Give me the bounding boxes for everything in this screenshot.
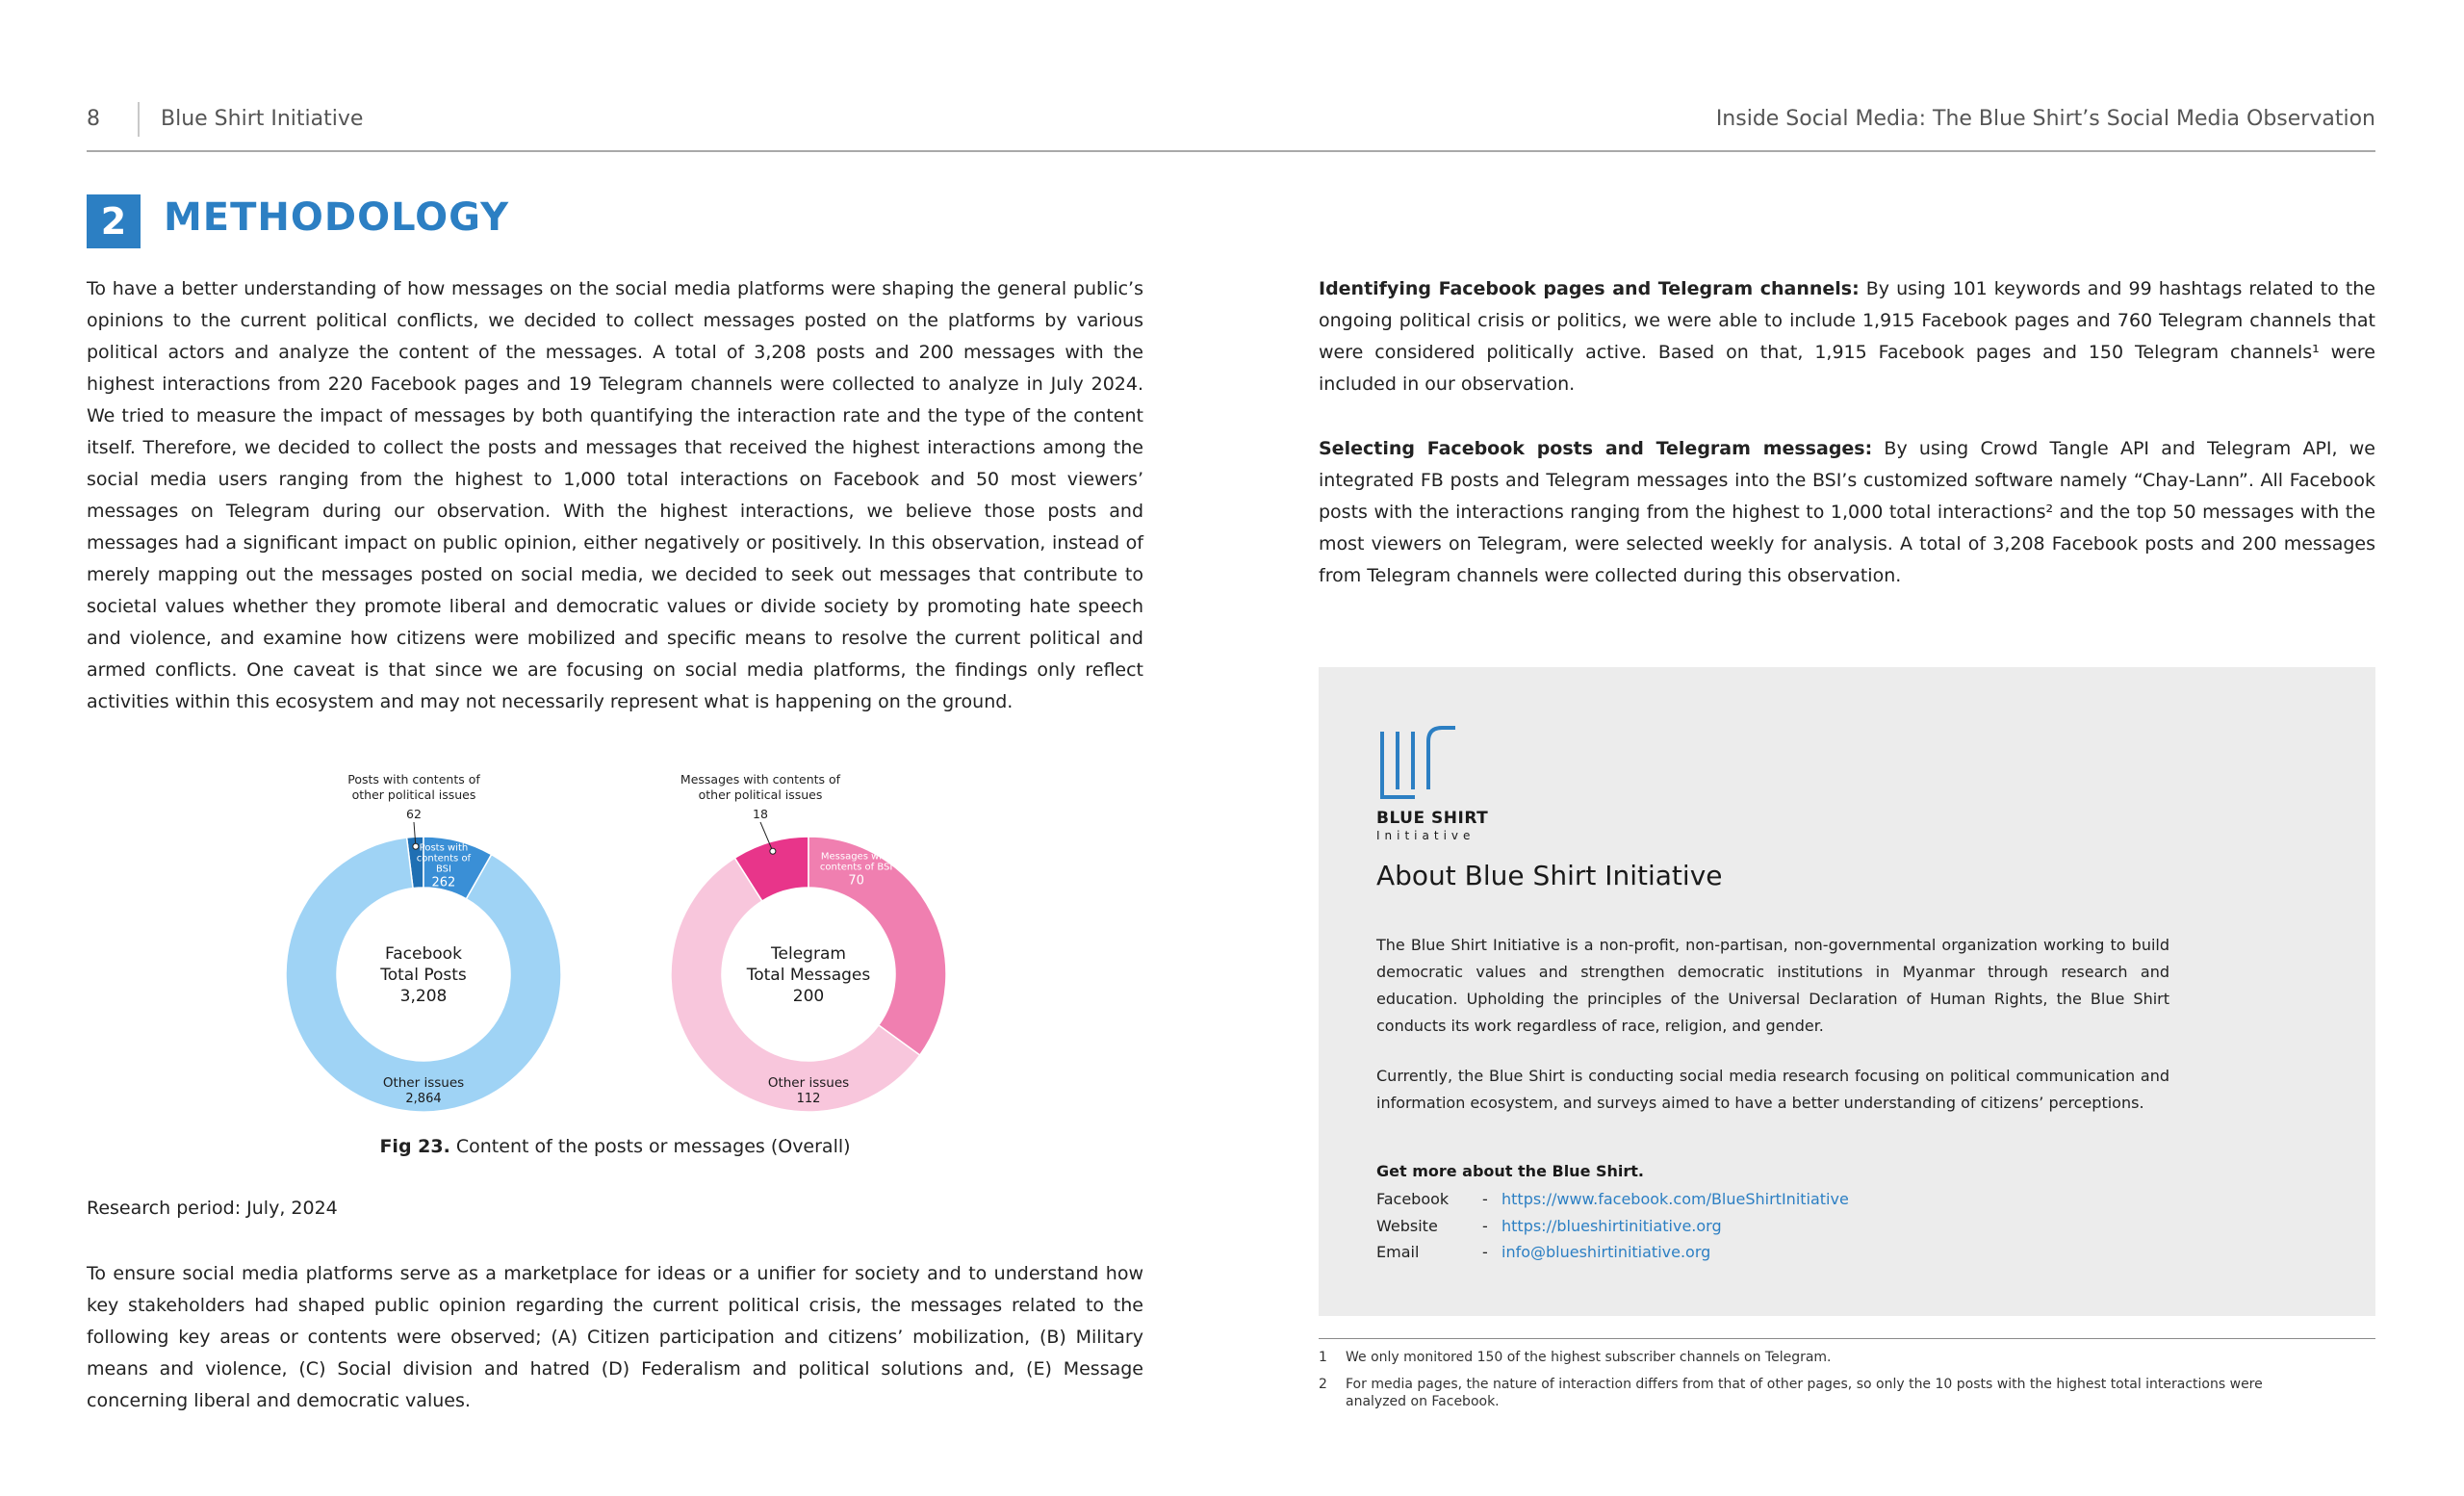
callout-label: Messages with contents of (680, 772, 841, 787)
contact-email (1376, 1243, 1710, 1261)
footnote-text: We only monitored 150 of the highest subscriber channels on Telegram. (1346, 1350, 1832, 1365)
callout-label: other political issues (698, 787, 823, 802)
callout-value: 62 (406, 807, 422, 821)
identifying-paragraph (1319, 273, 2375, 400)
contact-facebook (1376, 1190, 1849, 1208)
callout-label: other political issues (351, 787, 476, 802)
facebook-link[interactable]: https://www.facebook.com/BlueShirtInitiative (1502, 1190, 1849, 1208)
about-box (1319, 667, 2375, 1316)
about-paragraph-2: Currently, the Blue Shirt is conducting social media research focusing on political communication and information ecosystem, and surveys aimed to have a better understanding of citizens’ perceptions. (1376, 1067, 2169, 1112)
blue-shirt-logo-icon (1376, 720, 1459, 805)
selecting-paragraph (1319, 433, 2375, 592)
logo-subtitle: Initiative (1376, 829, 1476, 842)
figure-caption-label: Fig 23. (379, 1136, 450, 1157)
contact-website (1376, 1217, 1722, 1235)
intro-paragraph: To have a better understanding of how messages on the social media platforms were shaping the general public’s opinions to the current political conflicts, we decided to collect messages posted on the platforms by various political actors and analyze the content of the messages. A total of 3,208 posts and 200 messages with the highest interactions from 220 Facebook pages and 19 Telegram channels were collected to analyze in July 2024. We tried to measure the impact of messages by both quantifying the interaction rate and the type of the content itself. Therefore, we decided to collect the posts and messages that received the highest interactions among the social media users ranging from the highest to 1,000 total interactions on Facebook and 50 most viewers’ messages on Telegram during our observation. With the highest interactions, we believe those posts and messages had a significant impact on public opinion, either negatively or positively. In this observation, instead of merely mapping out the messages posted on social media, we decided to seek out messages that contribute to societal values whether they promote liberal and democratic values or divide society by promoting hate speech and violence, and examine how citizens were mobilized and specific means to resolve the current political and armed conflicts. One caveat is that since we are focusing on social media platforms, the findings only reflect activities within this ecosystem and may not necessarily represent what is happening on the ground. (87, 278, 1143, 712)
slice-inner-label: contents of (416, 853, 472, 864)
page-number: 8 (87, 107, 100, 131)
header-publisher: Blue Shirt Initiative (161, 107, 364, 131)
footnote-text: For media pages, the nature of interaction differs from that of other pages, so only the 10 posts with the highest total interactions were analyzed on Facebook. (1346, 1377, 2263, 1409)
contact-dash: - (1482, 1243, 1488, 1261)
footnote-2 (1319, 1376, 2308, 1410)
donut-center-label: Total Posts (380, 966, 467, 985)
slice-inner-value: 262 (431, 875, 456, 890)
contact-label: Facebook (1376, 1190, 1450, 1208)
figure-caption-text: Content of the posts or messages (Overall) (449, 1136, 851, 1157)
footnote-number: 2 (1319, 1377, 1327, 1392)
research-period: Research period: July, 2024 (87, 1198, 338, 1219)
contact-label: Email (1376, 1243, 1420, 1261)
contact-label: Website (1376, 1217, 1438, 1235)
slice-inner-label: Messages with (820, 851, 892, 863)
selecting-text: By using Crowd Tangle API and Telegram API, we integrated FB posts and Telegram messages into the BSI’s customized software namely “Chay-Lann”. All Facebook posts with the interactions ranging from the highest to 1,000 total interactions² and the top 50 messages with the most viewers on Telegram, were selected weekly for analysis. A total of 3,208 Facebook posts and 200 messages from Telegram channels were collected during this observation. (1319, 438, 2375, 586)
slice-bottom-value: 112 (796, 1092, 821, 1106)
figure-caption (87, 1136, 1143, 1157)
email-link[interactable]: info@blueshirtinitiative.org (1502, 1243, 1711, 1261)
header-rule (87, 150, 2375, 152)
callout-dot (770, 848, 776, 854)
donut-charts-svg (270, 762, 982, 1128)
closing-paragraph: To ensure social media platforms serve as a marketplace for ideas or a unifier for society and to understand how key stakeholders had shaped public opinion regarding the current political crisis, the messages related to the following key areas or contents were observed; (A) Citizen participation and citizens’ mobilization, (B) Military means and violence, (C) Social division and hatred (D) Federalism and political solutions and, (E) Message concerning liberal and democratic values. (87, 1263, 1143, 1411)
about-paragraph-1: The Blue Shirt Initiative is a non-profit, non-partisan, non-governmental organization working to build democratic values and strengthen democratic institutions in Myanmar through research and education. Upholding the principles of the Universal Declaration of Human Rights, the Blue Shirt conducts its work regardless of race, religion, and gender. (1376, 936, 2169, 1035)
slice-inner-label: Posts with (419, 842, 469, 854)
contact-dash: - (1482, 1190, 1488, 1208)
donut-center-label: Total Messages (746, 966, 871, 985)
donut-center-label: Facebook (385, 944, 462, 964)
donut-center-label: Telegram (771, 944, 846, 964)
contact-dash: - (1482, 1217, 1488, 1235)
footnote-1 (1319, 1349, 2308, 1366)
header-divider (138, 102, 140, 137)
slice-bottom-label: Other issues (767, 1075, 850, 1091)
identifying-text: By using 101 keywords and 99 hashtags related to the ongoing political crisis or politics, we were able to include 1,915 Facebook pages and 760 Telegram channels that were considered politically active. Based on that, 1,915 Facebook pages and 150 Telegram channels¹ were included in our observation. (1319, 278, 2375, 395)
logo-wordmark: BLUE SHIRT (1376, 809, 1489, 828)
slice-bottom-label: Other issues (382, 1075, 465, 1091)
slice-bottom-value: 2,864 (405, 1092, 442, 1106)
slice-inner-label: BSI (435, 864, 451, 875)
callout-value: 18 (753, 807, 768, 821)
website-link[interactable]: https://blueshirtinitiative.org (1502, 1217, 1722, 1235)
identifying-heading: Identifying Facebook pages and Telegram channels: (1319, 278, 1860, 299)
donut-center-label: 200 (792, 987, 825, 1006)
callout-dot (413, 843, 419, 849)
donut-center-label: 3,208 (399, 987, 448, 1006)
get-more-heading: Get more about the Blue Shirt. (1376, 1162, 1644, 1180)
slice-inner-label: contents of BSI (819, 862, 893, 873)
section-title: METHODOLOGY (164, 195, 510, 240)
selecting-heading: Selecting Facebook posts and Telegram messages: (1319, 438, 1873, 459)
footnote-number: 1 (1319, 1350, 1327, 1365)
slice-inner-value: 70 (848, 873, 864, 889)
footnote-rule (1319, 1338, 2375, 1339)
callout-label: Posts with contents of (347, 772, 480, 787)
section-number-badge: 2 (87, 194, 141, 248)
donut-charts (270, 762, 982, 1128)
header-report-title: Inside Social Media: The Blue Shirt’s Social Media Observation (1715, 107, 2375, 131)
about-title: About Blue Shirt Initiative (1376, 860, 1723, 891)
